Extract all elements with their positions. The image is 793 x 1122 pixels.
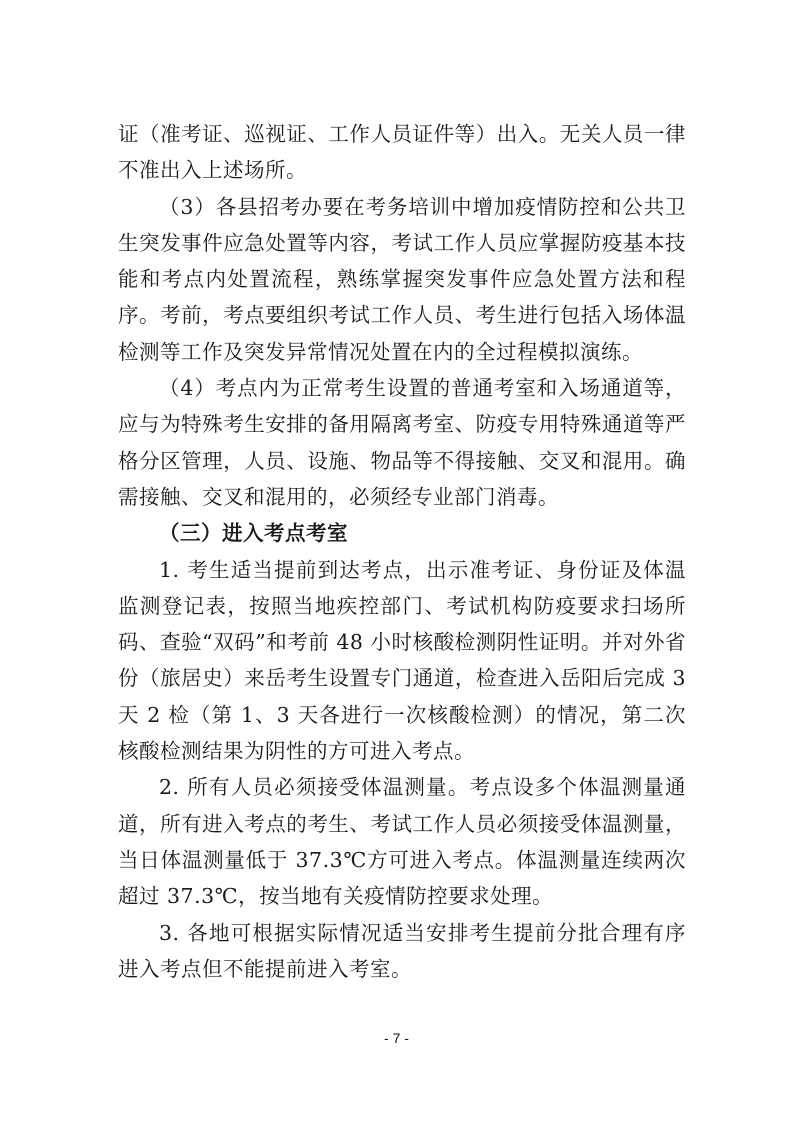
paragraph-item-3: （3）各县招考办要在考务培训中增加疫情防控和公共卫生突发事件应急处置等内容，考试工作人员应掌握防疫基本技能和考点内处置流程，熟练掌握突发事件应急处置方法和程序。考前，考点要组织考试工作人员、考生进行包括入场体温检测等工作及突发异常情况处置在内的全过程模拟演练。 [118,194,686,364]
paragraph-item-4: （4）考点内为正常考生设置的普通考室和入场通道等，应与为特殊考生安排的备用隔离考室、防疫专用特殊通道等严格分区管理，人员、设施、物品等不得接触、交叉和混用。确需接触、交叉和混用的，必须经专业部门消毒。 [118,376,686,509]
page-number: - 7 - [384,1030,409,1046]
paragraph-point-2: 2. 所有人员必须接受体温测量。考点设多个体温测量通道，所有进入考点的考生、考试工作人员必须接受体温测量，当日体温测量低于 37.3℃方可进入考点。体温测量连续两次超过 37.3℃，按当地有关疫情防控要求处理。 [118,775,686,909]
paragraph-point-3: 3. 各地可根据实际情况适当安排考生提前分批合理有序进入考点但不能提前进入考室。 [118,920,686,981]
document-body [118,116,686,987]
paragraph-continuation: 证（准考证、巡视证、工作人员证件等）出入。无关人员一律不准出入上述场所。 [118,122,686,183]
section-heading: （三）进入考点考室 [159,521,348,546]
paragraph-point-1: 1. 考生适当提前到达考点，出示准考证、身份证及体温监测登记表，按照当地疾控部门、考试机构防疫要求扫场所码、查验“双码”和考前 48 小时核酸检测阴性证明。并对外省份（旅居史）来岳考生设置专门通道，检查进入岳阳后完成 3 天 2 检（第 1、3 天各进行一次核酸检测）的情况，第二次核酸检测结果为阴性的方可进入考点。 [118,557,686,764]
